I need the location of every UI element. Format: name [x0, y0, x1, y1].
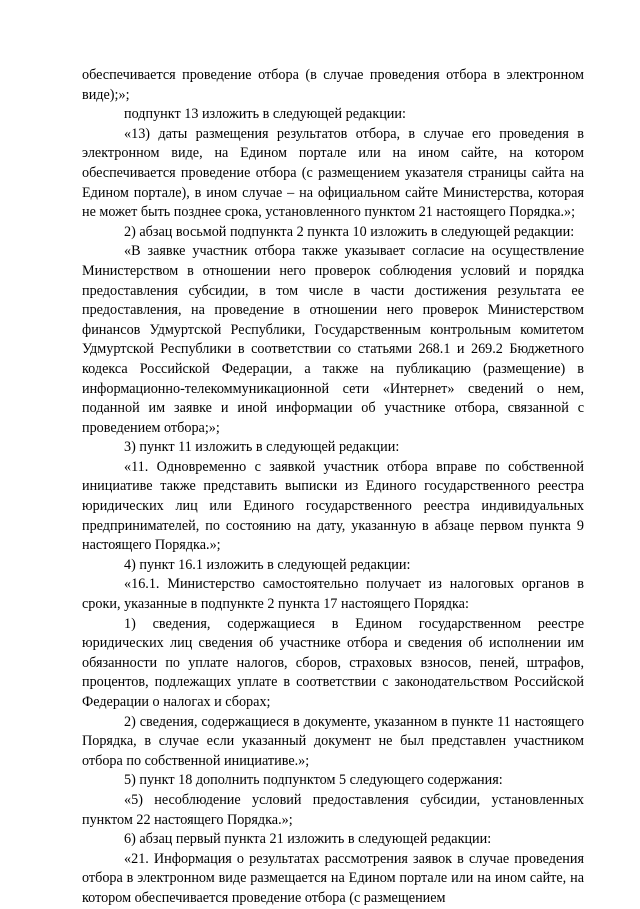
paragraph-item-2-text: «В заявке участник отбора также указывает согласие на осуществление Министерством в отношении него проверок соблюдения условий и порядка предоставления субсидии, в том числе в части достижения результата ее предоставления, на проведение в отношении него проверок Министерством финансов Удмуртской Республики, Государственным контрольным комитетом Удмуртской Республики в соответствии со статьями 268.1 и 269.2 Бюджетного кодекса Российской Федерации, а также на публикацию (размещение) в информационно-телекоммуникационной сети «Интернет» сведений о нем, поданной им заявке и иной информации об участнике отбора, связанной с проведением отбора;»; [82, 243, 584, 436]
paragraph-item-3-intro: 3) пункт 11 изложить в следующей редакции: [124, 439, 400, 456]
paragraph-subpoint-13-text: «13) даты размещения результатов отбора, в случае его проведения в электронном виде, на Едином портале или на ином сайте, на котором обеспечивается проведение отбора (с размещением указателя страницы сайта на Едином портале), в ином случае – на официальном сайте Министерства, которая не может быть позднее срока, установленного пунктом 21 настоящего Порядка.»; [82, 125, 584, 221]
paragraph-item-6-intro: 6) абзац первый пункта 21 изложить в следующей редакции: [124, 831, 492, 848]
paragraph-item-2-intro: 2) абзац восьмой подпункта 2 пункта 10 изложить в следующей редакции: [124, 223, 575, 240]
paragraph-continuation: обеспечивается проведение отбора (в случае проведения отбора в электронном виде);»; [82, 67, 584, 103]
paragraph-item-3-text: «11. Одновременно с заявкой участник отбора вправе по собственной инициативе также представить выписки из Единого государственного реестра юридических лиц или Единого государственного реестра индивидуальных предпринимателей, по состоянию на дату, указанную в абзаце первом пункта 9 настоящего Порядка.»; [82, 458, 584, 554]
paragraph-item-4-sub-2: 2) сведения, содержащиеся в документе, указанном в пункте 11 настоящего Порядка, в случае если указанный документ не был представлен участником отбора по собственной инициативе.»; [82, 713, 584, 769]
paragraph-item-6-text: «21. Информация о результатах рассмотрения заявок в случае проведения отбора в электронном виде размещается на Едином портале или на ином сайте, на котором обеспечивается проведение отбора (с размещением [82, 850, 584, 906]
paragraph-item-4-intro: 4) пункт 16.1 изложить в следующей редакции: [124, 556, 411, 573]
paragraph-subpoint-13-intro: подпункт 13 изложить в следующей редакции: [124, 106, 406, 123]
paragraph-item-4-sub-1: 1) сведения, содержащиеся в Едином государственном реестре юридических лиц сведения об участнике отбора и сведения об исполнении им обязанности по уплате налогов, сборов, страховых взносов, пеней, штрафов, процентов, подлежащих уплате в соответствии с законодательством Российской Федерации о налогах и сборах; [82, 615, 584, 710]
paragraph-item-5-intro: 5) пункт 18 дополнить подпунктом 5 следующего содержания: [124, 772, 503, 789]
paragraph-item-4-text: «16.1. Министерство самостоятельно получает из налоговых органов в сроки, указанные в подпункте 2 пункта 17 настоящего Порядка: [82, 576, 584, 613]
document-page [82, 66, 584, 909]
paragraph-item-5-text: «5) несоблюдение условий предоставления субсидии, установленных пунктом 22 настоящего Порядка.»; [82, 791, 584, 828]
